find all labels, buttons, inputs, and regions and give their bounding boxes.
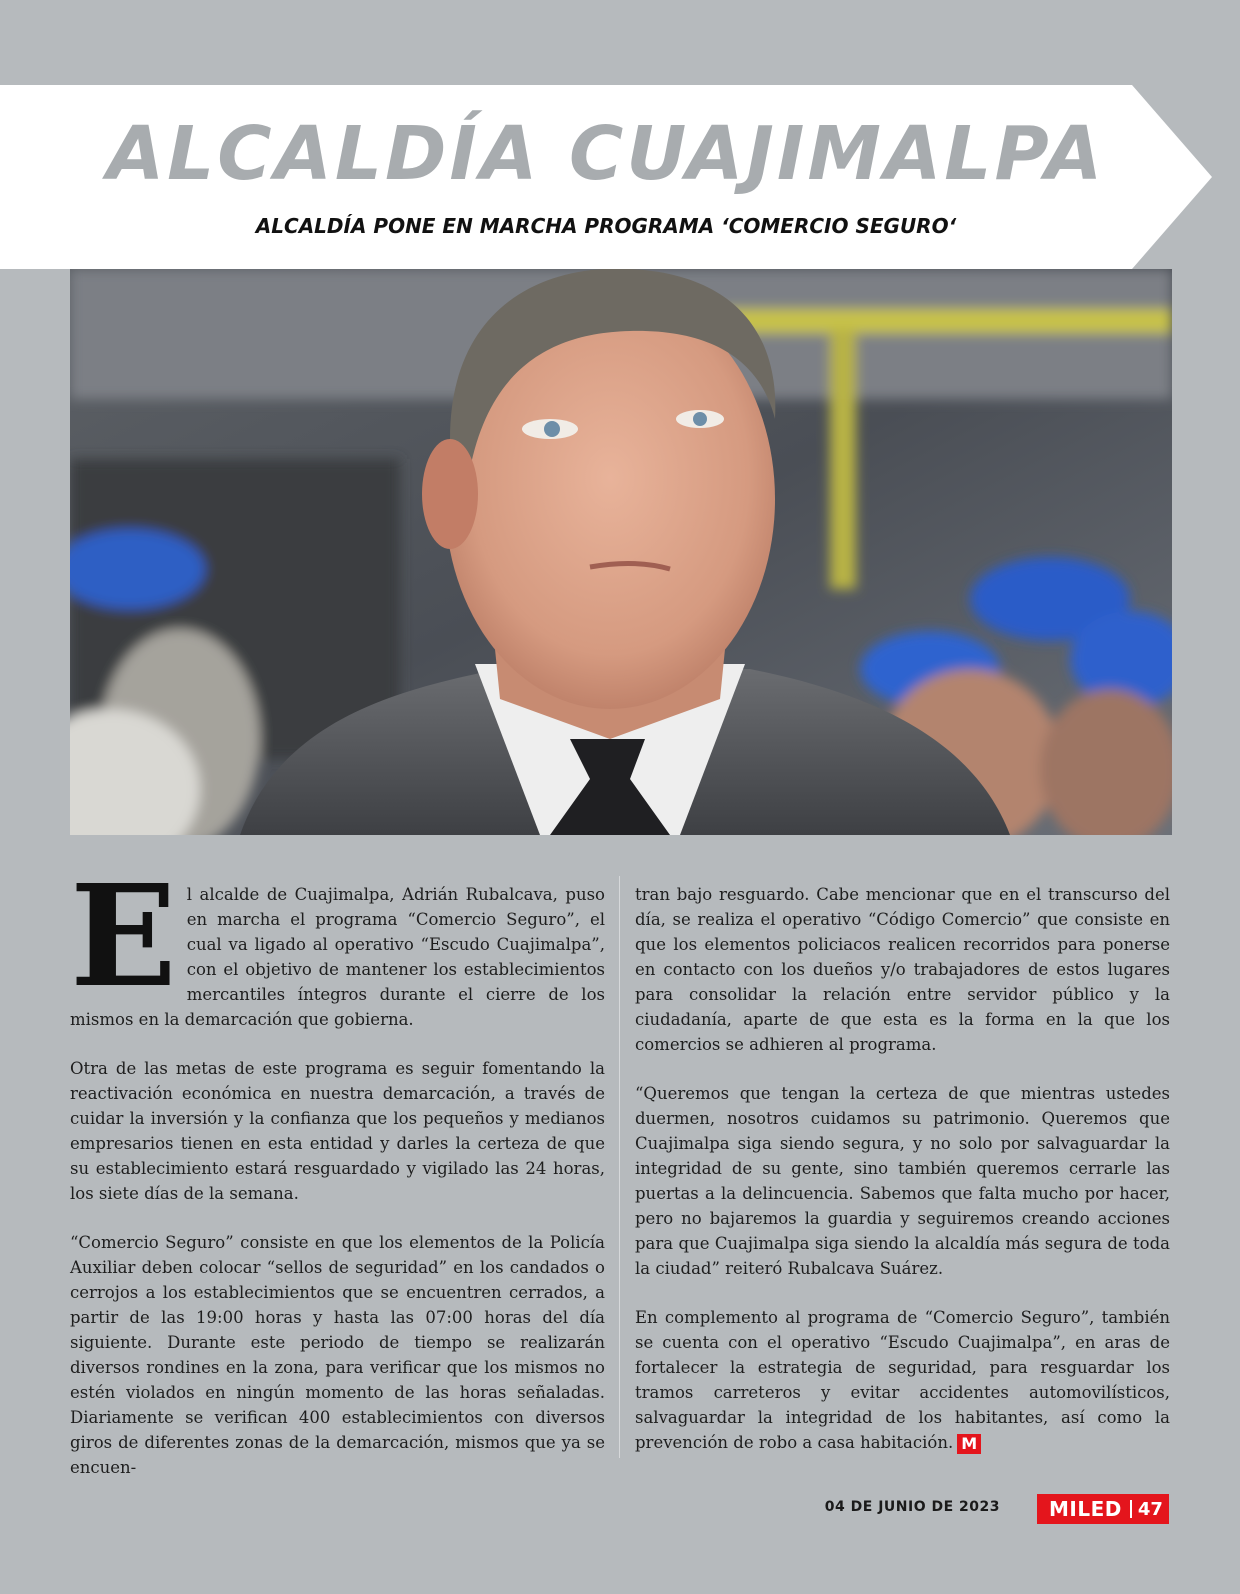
article-paragraph: El alcalde de Cuajimalpa, Adrián Rubalcava, puso en marcha el programa “Comercio Seguro”, el cual va ligado al operativo “Escudo Cuajimalpa”, con el objetivo de mantener los establecimientos mercantiles íntegros durante el cierre de los mismos en la demarcación que gobierna.: [70, 855, 605, 1029]
article-subtitle: ALCALDÍA PONE EN MARCHA PROGRAMA ‘COMERCIO SEGURO‘: [255, 214, 957, 238]
page-number: 47: [1137, 1498, 1163, 1520]
magazine-badge: [1037, 1494, 1169, 1524]
issue-date: 04 DE JUNIO DE 2023: [824, 1499, 1000, 1515]
article-paragraph: En complemento al programa de “Comercio Seguro”, también se cuenta con el operativo “Escudo Cuajimalpa”, en aras de fortalecer la estrategia de seguridad, para resguardar los tramos carreteros y evitar accidentes automovilísticos, salvaguardar la integridad de los habitantes, así como la prevención de robo a casa habitación. M: [635, 1308, 1170, 1453]
magazine-brand: MILED: [1049, 1497, 1122, 1521]
article-photo: [70, 269, 1172, 835]
article-paragraph: Otra de las metas de este programa es seguir fomentando la reactivación económica en nuestra demarcación, a través de cuidar la inversión y la confianza que los pequeños y medianos empresarios tienen en esta entidad y darles la certeza de que su establecimiento estará resguardado y vigilado las 24 horas, los siete días de la semana.: [70, 1059, 605, 1203]
article-paragraph: “Queremos que tengan la certeza de que mientras ustedes duermen, nosotros cuidamos su patrimonio. Queremos que Cuajimalpa siga siendo segura, y no solo por salvaguardar la integridad de su gente, sino también queremos cerrarle las puertas a la delincuencia. Sabemos que falta mucho por hacer, pero no bajaremos la guardia y seguiremos creando acciones para que Cuajimalpa siga siendo la alcaldía más segura de toda la ciudad” reiteró Rubalcava Suárez.: [635, 1084, 1170, 1278]
column-divider: [619, 876, 620, 1458]
drop-cap: E: [70, 855, 177, 1019]
badge-separator: [1130, 1500, 1132, 1518]
article-column-left: [70, 855, 605, 1504]
end-of-article-icon: M: [957, 1434, 981, 1454]
article-paragraph: “Comercio Seguro” consiste en que los elementos de la Policía Auxiliar deben colocar “sellos de seguridad” en los candados o cerrojos a los establecimientos que se encuentren cerrados, a partir de las 19:00 horas y hasta las 07:00 horas del día siguiente. Durante este periodo de tiempo se realizarán diversos rondines en la zona, para verificar que los mismos no estén violados en ningún momento de las horas señaladas. Diariamente se verifican 400 establecimientos con diversos giros de diferentes zonas de la demarcación, mismos que ya se encuen-: [70, 1233, 605, 1477]
page-title: ALCALDÍA CUAJIMALPA: [106, 111, 1106, 197]
article-paragraph: tran bajo resguardo. Cabe mencionar que en el transcurso del día, se realiza el operativo “Código Comercio” que consiste en que los elementos policiacos realicen recorridos para ponerse en contacto con los dueños y/o trabajadores de estos lugares para consolidar la relación entre servidor público y la ciudadanía, aparte de que esta es la forma en la que los comercios se adhieren al programa.: [635, 885, 1170, 1054]
article-column-right: [635, 882, 1170, 1479]
